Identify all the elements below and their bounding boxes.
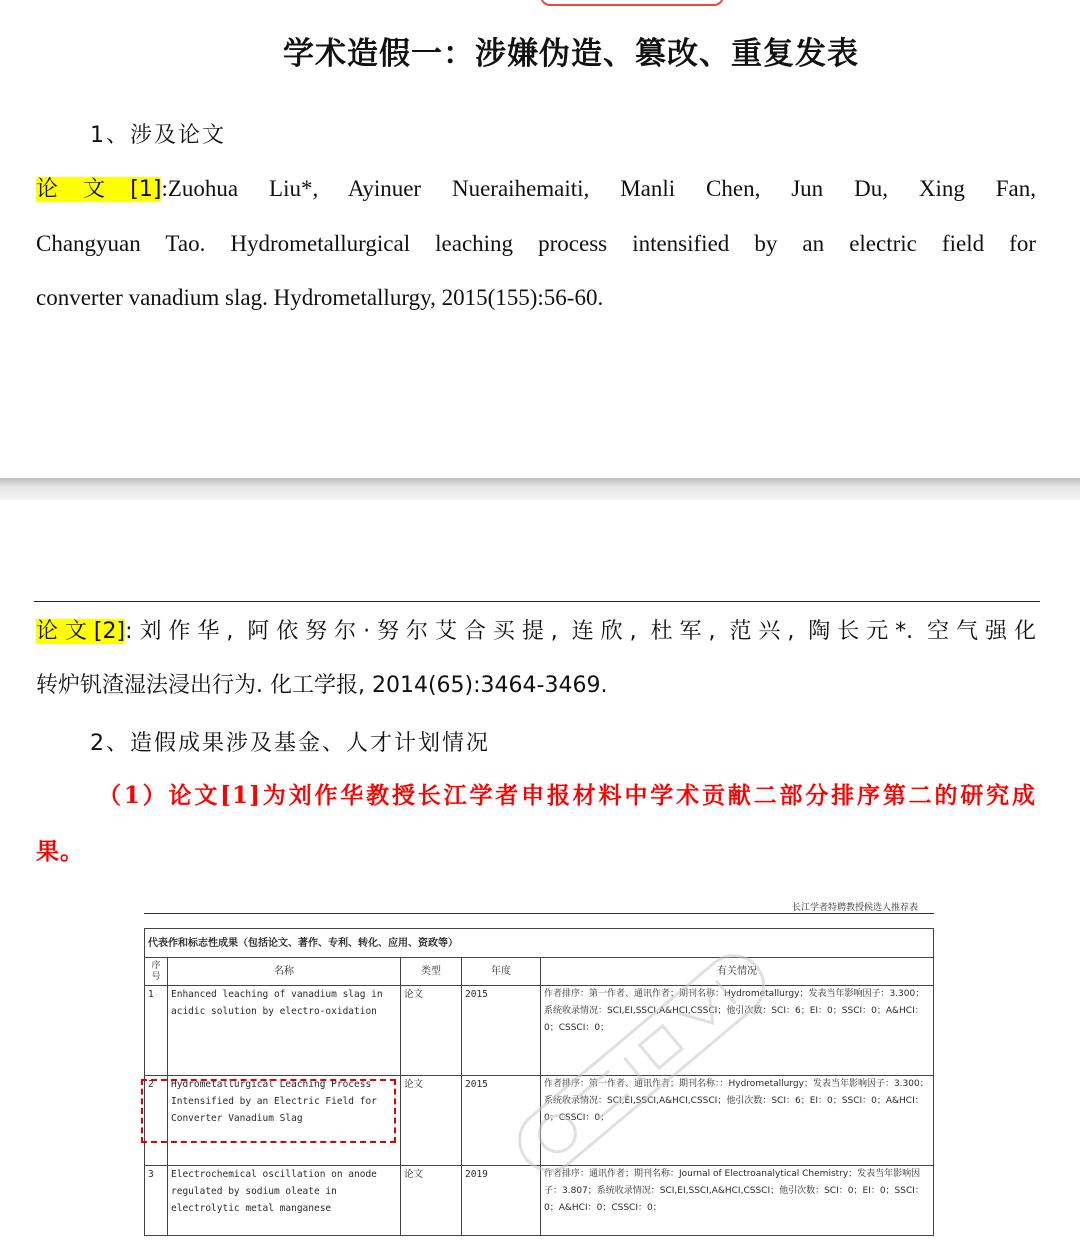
red-note	[36, 768, 1036, 880]
header-rule	[34, 601, 1040, 602]
page-title: 学术造假一：涉嫌伪造、篡改、重复发表	[283, 36, 859, 72]
header-type: 类型	[401, 958, 462, 986]
row-2-type: 论文	[401, 1076, 462, 1166]
paper-1-citation	[36, 162, 1036, 325]
page-separator	[0, 478, 1080, 500]
row-3-type: 论文	[401, 1166, 462, 1236]
row-2-no: 2	[145, 1076, 168, 1166]
table-header-row	[145, 958, 934, 986]
row-3-no: 3	[145, 1166, 168, 1236]
paper-2-label: 论文[2]	[36, 619, 126, 644]
paper-1-label: 论文[1]	[36, 177, 162, 202]
row-1-type: 论文	[401, 986, 462, 1076]
row-1-year: 2015	[462, 986, 541, 1076]
header-info: 有关情况	[541, 958, 934, 986]
red-bracket-fragment	[540, 0, 724, 6]
row-3-info: 作者排序：通讯作者；期刊名称：Journal of Electroanalytical Chemistry；发表当年影响因子：3.807；系统收录情况：SCI,EI,SSCI,A&HCI,CSSCI；他引次数：SCI：0；EI：0；SSCI：0；A&HCI：0；CSSCI：0；	[541, 1166, 934, 1236]
form-title: 长江学者特聘教授候选人推荐表	[791, 903, 918, 913]
row-2-year: 2015	[462, 1076, 541, 1166]
section-heading-text: 1、涉及论文	[90, 123, 226, 148]
section-heading-funding: 2、造假成果涉及基金、人才计划情况	[90, 731, 490, 756]
red-note-line-2: 果。	[36, 838, 84, 865]
paper-2-authors: :刘作华, 阿依努尔·努尔艾合买提, 连欣, 杜军, 范兴, 陶长元*. 空气强化	[125, 619, 1036, 644]
form-top-rule	[144, 913, 934, 914]
paper-1-line-1	[36, 162, 1036, 217]
row-1-no: 1	[145, 986, 168, 1076]
paper-1-authors: :Zuohua Liu*, Ayinuer Nueraihemaiti, Manli Chen, Jun Du, Xing Fan,	[161, 176, 1036, 201]
header-no: 序号	[145, 958, 168, 986]
row-3-year: 2019	[462, 1166, 541, 1236]
row-2-name: Hydrometallurgical Leaching Process Intensified by an Electric Field for Converter Vanadium Slag	[168, 1076, 401, 1166]
row-3-name: Electrochemical oscillation on anode regulated by sodium oleate in electrolytic metal manganese	[168, 1166, 401, 1236]
scanned-recommendation-form	[138, 888, 940, 1246]
red-note-line-1: （1）论文[1]为刘作华教授长江学者申报材料中学术贡献二部分排序第二的研究成	[98, 782, 1036, 809]
dashed-highlight-box	[141, 1079, 396, 1143]
header-name: 名称	[168, 958, 401, 986]
row-1-name: Enhanced leaching of vanadium slag in acidic solution by electro-oxidation	[168, 986, 401, 1076]
row-2-info: 作者排序：第一作者、通讯作者；期刊名称：：Hydrometallurgy；发表当年影响因子：3.300；系统收录情况：SCI,EI,SSCI,A&HCI,CSSCI；他引次数：SCI：6；EI：0；SSCI：0；A&HCI：0；CSSCI：0；	[541, 1076, 934, 1166]
header-year: 年度	[462, 958, 541, 986]
table-caption: 代表作和标志性成果（包括论文、著作、专利、转化、应用、资政等）	[145, 929, 934, 958]
row-1-info: 作者排序：第一作者、通讯作者；期刊名称：Hydrometallurgy；发表当年影响因子：3.300；系统收录情况：SCI,EI,SSCI,A&HCI,CSSCI；他引次数：SCI：6；EI：0；SSCI：0；A&HCI：0；CSSCI：0；	[541, 986, 934, 1076]
table-row	[145, 1166, 934, 1236]
paper-1-line-2: Changyuan Tao. Hydrometallurgical leaching process intensified by an electric field for	[36, 231, 1036, 256]
table-row	[145, 986, 934, 1076]
paper-1-line-3: converter vanadium slag. Hydrometallurgy, 2015(155):56-60.	[36, 285, 604, 310]
paper-2-citation	[36, 604, 1036, 713]
paper-2-line-1	[36, 604, 1036, 659]
paper-2-line-2: 转炉钒渣湿法浸出行为. 化工学报, 2014(65):3464-3469.	[36, 673, 608, 698]
section-heading-papers	[90, 118, 226, 149]
